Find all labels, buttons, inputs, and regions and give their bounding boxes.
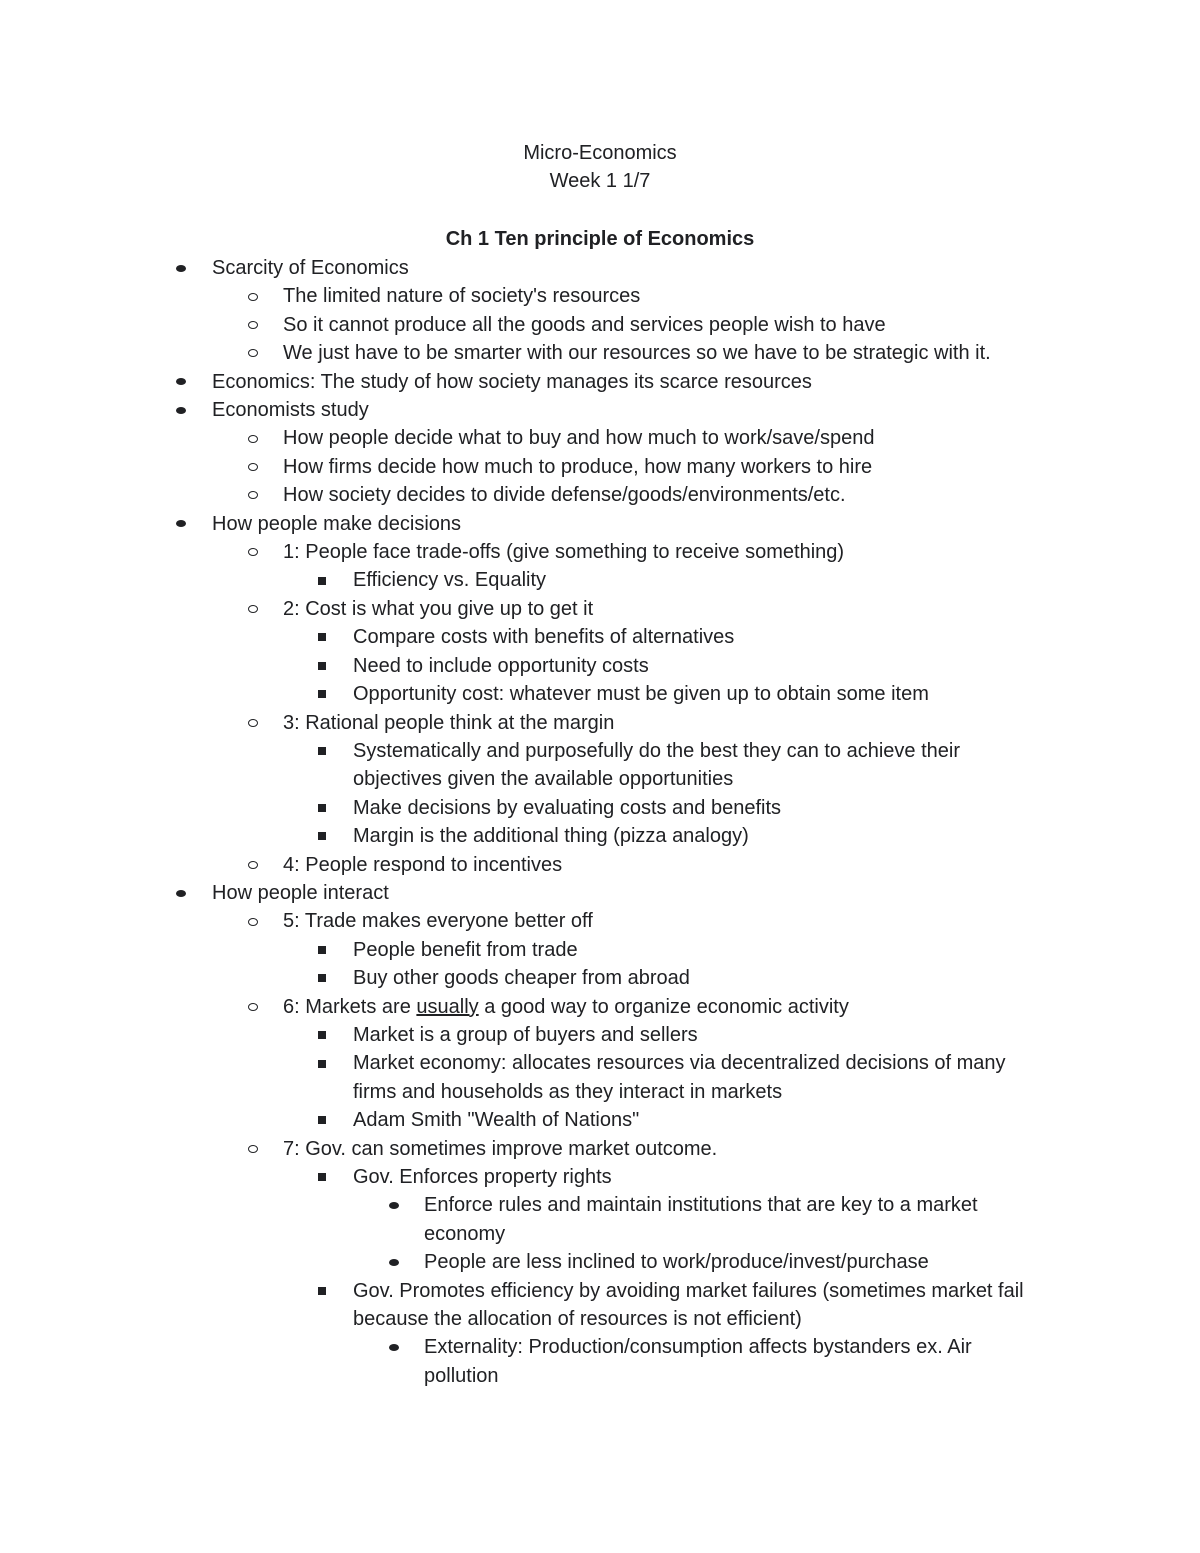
filled-dot-bullet-icon: [389, 1248, 399, 1276]
square-bullet-icon: [318, 566, 326, 594]
square-bullet-icon: [318, 822, 326, 850]
hollow-circle-bullet-icon: [248, 993, 258, 1021]
list-item: People benefit from trade: [0, 936, 1043, 964]
list-item: Opportunity cost: whatever must be given up to obtain some item: [0, 680, 1043, 708]
list-item: 6: Markets are usually a good way to organize economic activity: [0, 993, 1053, 1021]
list-item: So it cannot produce all the goods and services people wish to have: [0, 311, 1053, 339]
list-item: Gov. Enforces property rights: [0, 1163, 1043, 1191]
square-bullet-icon: [318, 936, 326, 964]
list-item: 2: Cost is what you give up to get it: [0, 595, 1053, 623]
list-item: Economics: The study of how society manages its scarce resources: [0, 368, 1052, 396]
list-item: Economists study: [0, 396, 1052, 424]
hollow-circle-bullet-icon: [248, 453, 258, 481]
hollow-circle-bullet-icon: [248, 851, 258, 879]
filled-dot-bullet-icon: [176, 879, 186, 907]
hollow-circle-bullet-icon: [248, 595, 258, 623]
hollow-circle-bullet-icon: [248, 481, 258, 509]
list-item: Market economy: allocates resources via decentralized decisions of many firms and households as they interact in markets: [0, 1049, 1043, 1106]
list-item: 3: Rational people think at the margin: [0, 709, 1053, 737]
list-item: How people interact: [0, 879, 1052, 907]
list-item: How people decide what to buy and how much to work/save/spend: [0, 424, 1053, 452]
filled-dot-bullet-icon: [176, 396, 186, 424]
list-item: Enforce rules and maintain institutions that are key to a market economy: [0, 1191, 1044, 1248]
list-item: Buy other goods cheaper from abroad: [0, 964, 1043, 992]
week-label: Week 1 1/7: [549, 170, 651, 192]
list-item: Gov. Promotes efficiency by avoiding market failures (sometimes market fail because the allocation of resources is not efficient): [0, 1277, 1043, 1334]
filled-dot-bullet-icon: [176, 510, 186, 538]
filled-dot-bullet-icon: [389, 1333, 399, 1361]
list-item: We just have to be smarter with our resources so we have to be strategic with it.: [0, 339, 1053, 367]
square-bullet-icon: [318, 1163, 326, 1191]
hollow-circle-bullet-icon: [248, 424, 258, 452]
list-item: How society decides to divide defense/goods/environments/etc.: [0, 481, 1053, 509]
list-item: Market is a group of buyers and sellers: [0, 1021, 1043, 1049]
hollow-circle-bullet-icon: [248, 282, 258, 310]
list-item: Need to include opportunity costs: [0, 652, 1043, 680]
course-title: Micro-Economics: [523, 142, 677, 164]
list-item: People are less inclined to work/produce/invest/purchase: [0, 1248, 1044, 1276]
square-bullet-icon: [318, 1277, 326, 1305]
list-item: The limited nature of society's resources: [0, 282, 1053, 310]
chapter-heading: Ch 1 Ten principle of Economics: [445, 228, 755, 250]
square-bullet-icon: [318, 1106, 326, 1134]
list-item: 7: Gov. can sometimes improve market outcome.: [0, 1135, 1053, 1163]
square-bullet-icon: [318, 794, 326, 822]
list-item: 4: People respond to incentives: [0, 851, 1053, 879]
list-item: Adam Smith "Wealth of Nations": [0, 1106, 1043, 1134]
hollow-circle-bullet-icon: [248, 538, 258, 566]
square-bullet-icon: [318, 1049, 326, 1077]
square-bullet-icon: [318, 680, 326, 708]
hollow-circle-bullet-icon: [248, 907, 258, 935]
list-item: How people make decisions: [0, 510, 1052, 538]
list-item: 1: People face trade-offs (give something to receive something): [0, 538, 1053, 566]
list-item: Compare costs with benefits of alternatives: [0, 623, 1043, 651]
list-item: 5: Trade makes everyone better off: [0, 907, 1053, 935]
list-item: Efficiency vs. Equality: [0, 566, 1043, 594]
square-bullet-icon: [318, 1021, 326, 1049]
square-bullet-icon: [318, 623, 326, 651]
hollow-circle-bullet-icon: [248, 1135, 258, 1163]
list-item: How firms decide how much to produce, how many workers to hire: [0, 453, 1053, 481]
filled-dot-bullet-icon: [176, 254, 186, 282]
filled-dot-bullet-icon: [176, 368, 186, 396]
list-item: Margin is the additional thing (pizza analogy): [0, 822, 1043, 850]
hollow-circle-bullet-icon: [248, 339, 258, 367]
underlined-word: usually: [416, 995, 479, 1018]
list-item: Externality: Production/consumption affects bystanders ex. Air pollution: [0, 1333, 1044, 1390]
list-item: Make decisions by evaluating costs and benefits: [0, 794, 1043, 822]
filled-dot-bullet-icon: [389, 1191, 399, 1219]
square-bullet-icon: [318, 964, 326, 992]
square-bullet-icon: [318, 737, 326, 765]
square-bullet-icon: [318, 652, 326, 680]
list-item: Scarcity of Economics: [0, 254, 1052, 282]
notes-outline: [0, 254, 1200, 1390]
hollow-circle-bullet-icon: [248, 311, 258, 339]
list-item: Systematically and purposefully do the best they can to achieve their objectives given the available opportunities: [0, 737, 1043, 794]
hollow-circle-bullet-icon: [248, 709, 258, 737]
